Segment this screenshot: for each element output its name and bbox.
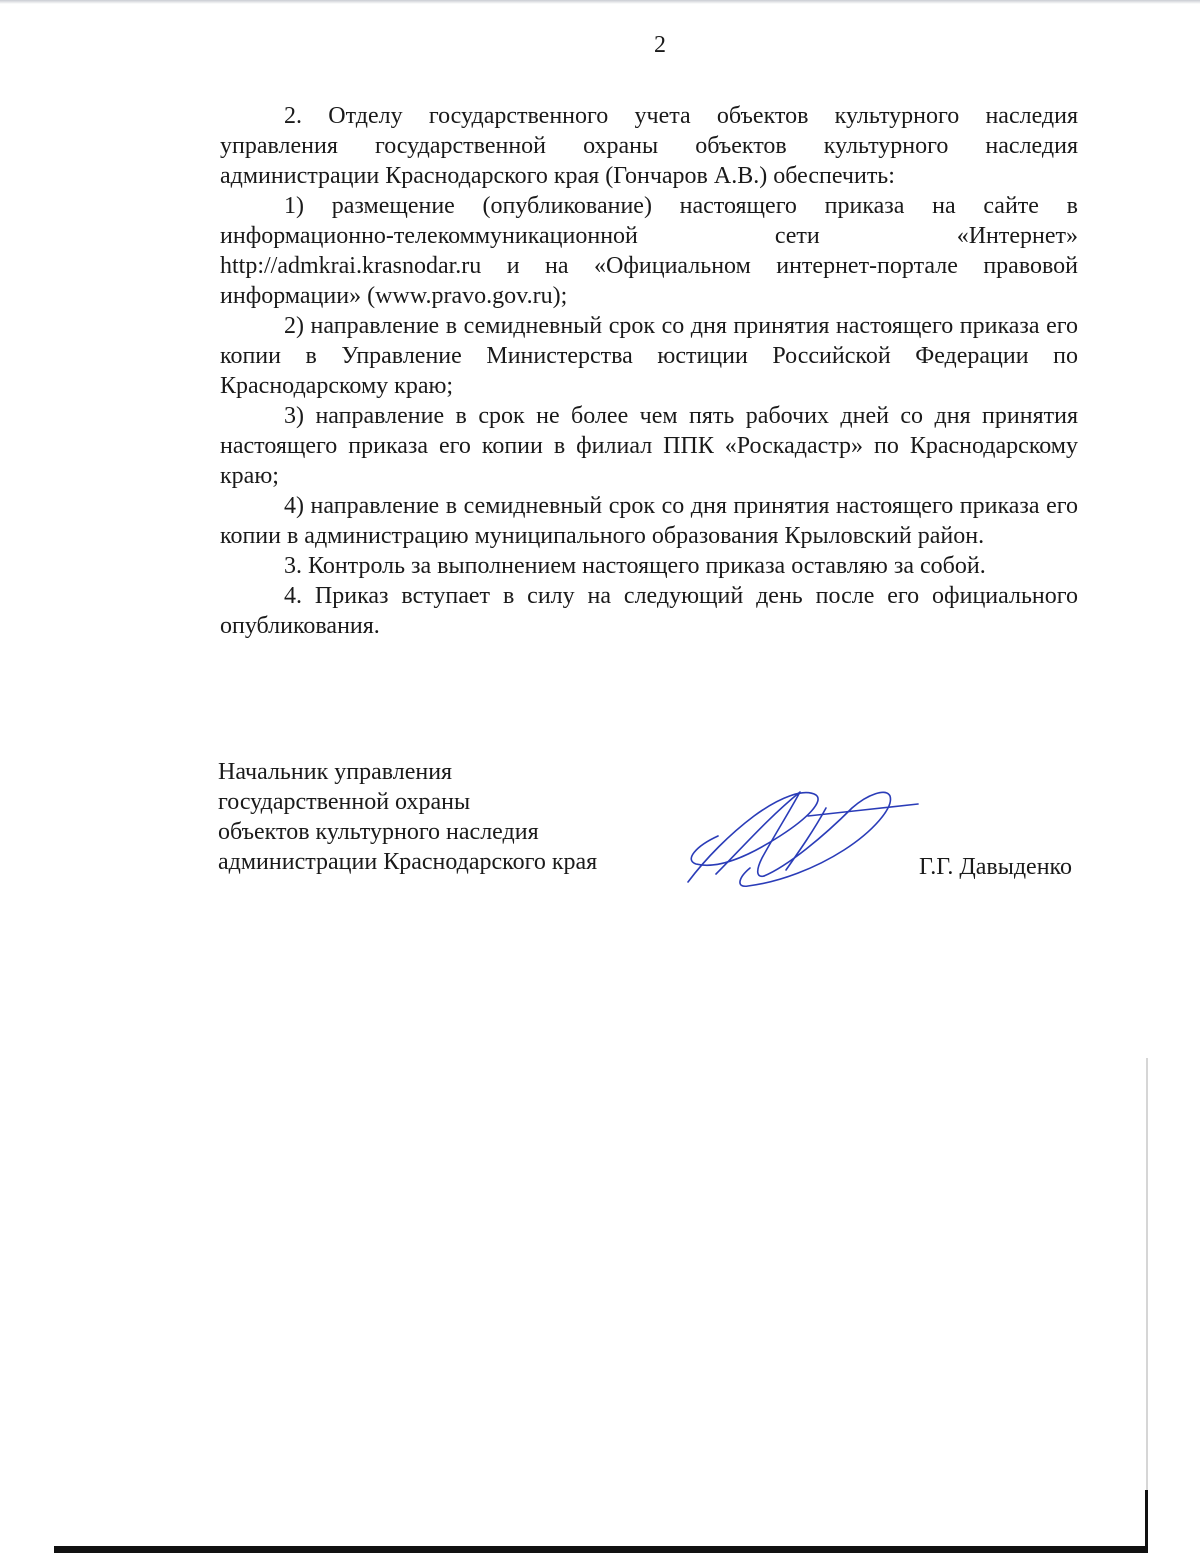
scan-top-edge [0, 0, 1200, 4]
scan-bottom-border [54, 1546, 1146, 1553]
signer-name: Г.Г. Давыденко [919, 854, 1072, 880]
paragraph-subitem-3: 3) направление в срок не более чем пять рабочих дней со дня принятия настоящего приказа его копии в филиал ППК «Роскадастр» по Краснодарскому краю; [220, 403, 1078, 489]
paragraph-item-2: 2. Отделу государственного учета объектов культурного наследия управления государственной охраны объектов культурного наследия администрации Краснодарского края (Гончаров А.В.) обеспечить: [220, 103, 1078, 189]
handwritten-signature [676, 778, 926, 890]
position-line: государственной охраны [218, 789, 471, 815]
document-body [220, 101, 1078, 641]
paragraph-item-3: 3. Контроль за выполнением настоящего приказа оставляю за собой. [284, 553, 986, 579]
paragraph-subitem-2: 2) направление в семидневный срок со дня принятия настоящего приказа его копии в Управление Министерства юстиции Российской Федерации по Краснодарскому краю; [220, 313, 1078, 399]
position-line: администрации Краснодарского края [218, 849, 598, 875]
paragraph-item-4: 4. Приказ вступает в силу на следующий день после его официального опубликования. [220, 583, 1078, 639]
scan-bottom-right-border [1145, 1490, 1148, 1553]
signatory-position [218, 757, 638, 877]
paragraph-subitem-1: 1) размещение (опубликование) настоящего приказа на сайте в информационно-телекоммуникационной сети «Интернет» http://admkrai.krasnodar.ru и на «Официальном интернет-портале правовой информации» (www.pravo.gov.ru); [220, 193, 1078, 309]
page-number: 2 [654, 32, 666, 58]
position-line: объектов культурного наследия [218, 819, 539, 845]
scan-right-edge [1146, 1058, 1148, 1553]
paragraph-subitem-4: 4) направление в семидневный срок со дня принятия настоящего приказа его копии в администрацию муниципального образования Крыловский район. [220, 493, 1078, 549]
position-line: Начальник управления [218, 759, 453, 785]
